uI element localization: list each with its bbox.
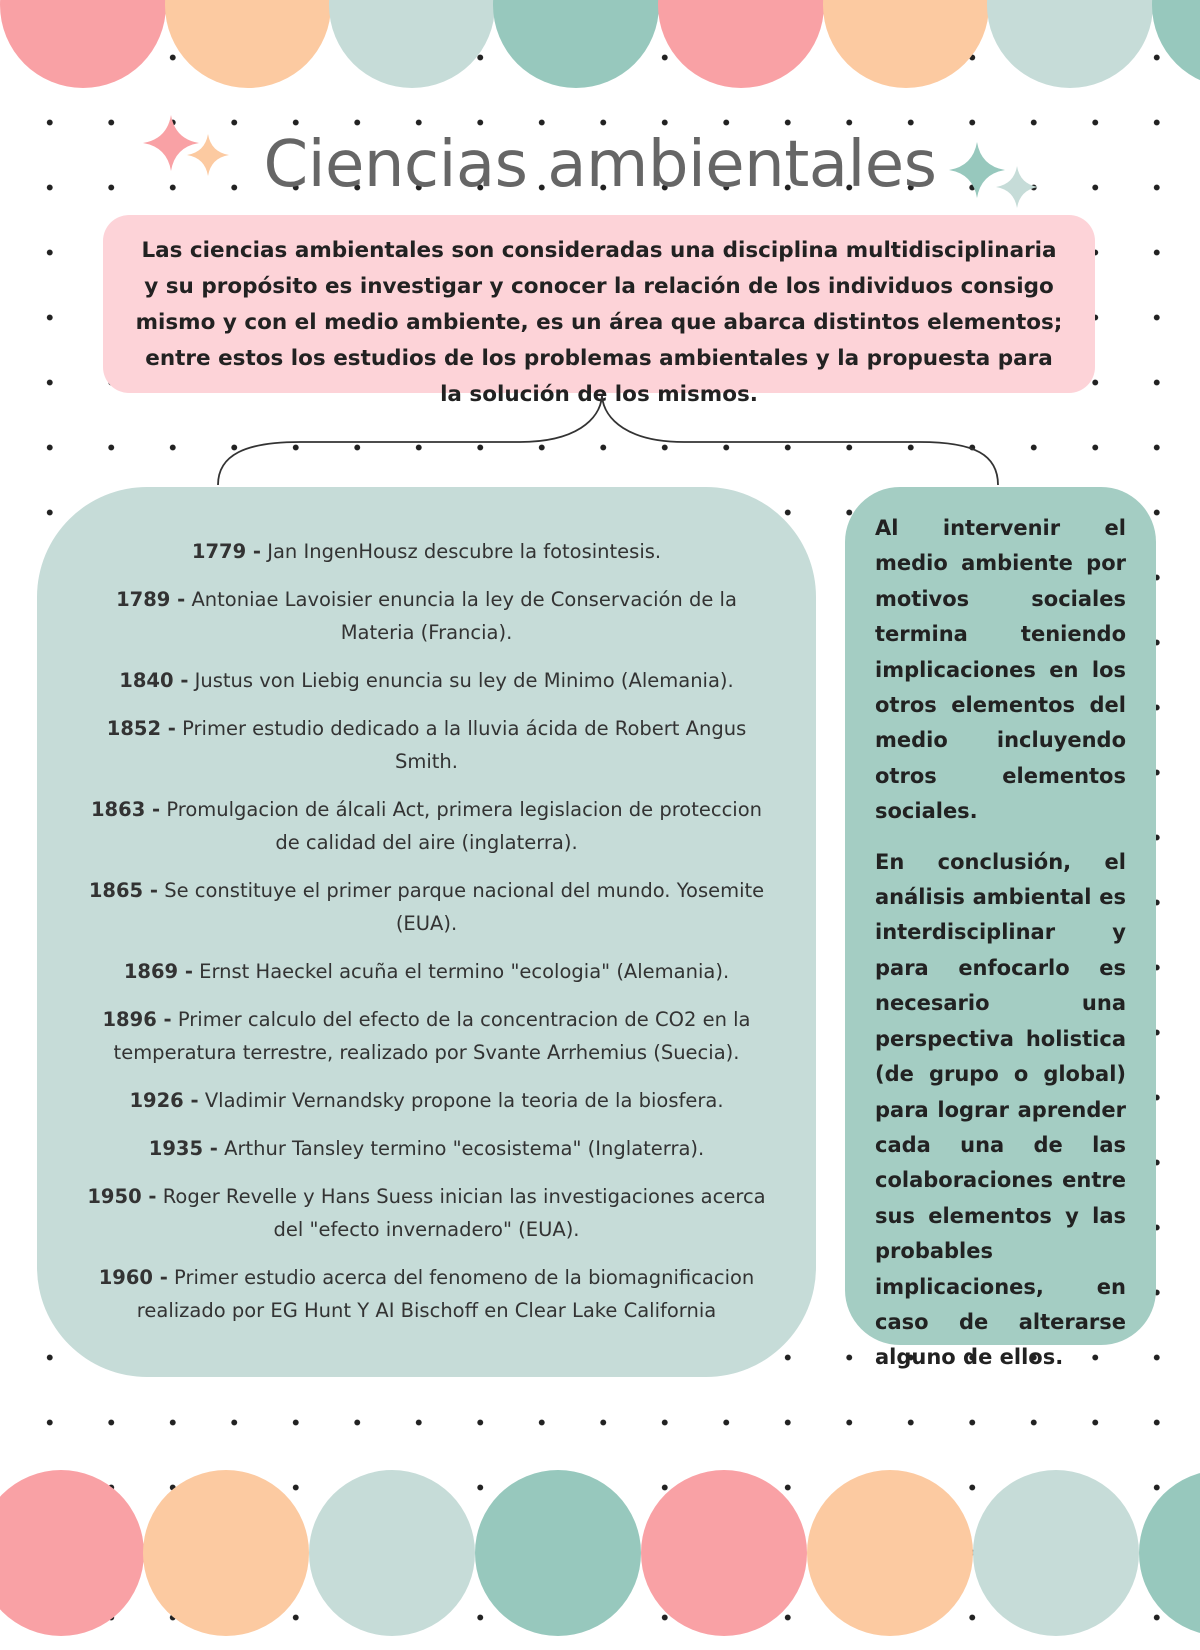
deco-circle [658, 0, 824, 88]
timeline-entry [87, 712, 766, 778]
deco-circle [309, 1470, 475, 1636]
timeline-text: Arthur Tansley termino "ecosistema" (Inglaterra). [224, 1137, 705, 1160]
timeline-entry [87, 955, 766, 988]
timeline-entry [87, 1003, 766, 1069]
timeline-year: 1865 - [88, 879, 158, 902]
timeline-text: Promulgacion de álcali Act, primera legislacion de proteccion de calidad del aire (inglaterra). [166, 798, 763, 854]
deco-circle [987, 0, 1153, 88]
bottom-circle-border [0, 1470, 1200, 1650]
timeline-text: Vladimir Vernandsky propone la teoria de la biosfera. [204, 1089, 724, 1112]
deco-circle [165, 0, 331, 88]
timeline-entry [87, 874, 766, 940]
deco-circle [329, 0, 495, 88]
deco-circle [143, 1470, 309, 1636]
timeline-entry [87, 535, 766, 568]
page-title: Ciencias ambientales [263, 128, 937, 202]
conclusion-box [845, 487, 1156, 1370]
deco-circle [493, 0, 659, 88]
intro-box [103, 215, 1095, 407]
timeline-entry [87, 1132, 766, 1165]
timeline-entry [87, 1084, 766, 1117]
deco-circle [823, 0, 989, 88]
timeline-year: 1840 - [119, 669, 189, 692]
timeline-year: 1935 - [148, 1137, 218, 1160]
timeline-year: 1863 - [90, 798, 161, 821]
timeline-text: Primer estudio acerca del fenomeno de la biomagnificacion realizado por EG Hunt Y AI Bischoff en Clear Lake California [136, 1266, 755, 1322]
timeline-entry [87, 793, 766, 859]
timeline-text: Se constituye el primer parque nacional del mundo. Yosemite (EUA). [164, 879, 765, 935]
timeline-text: Primer estudio dedicado a la lluvia ácida de Robert Angus Smith. [182, 717, 747, 773]
timeline-box [37, 487, 816, 1377]
timeline-year: 1869 - [123, 960, 193, 983]
timeline-year: 1852 - [106, 717, 176, 740]
timeline-text: Antoniae Lavoisier enuncia la ley de Conservación de la Materia (Francia). [191, 588, 737, 644]
timeline-year: 1789 - [116, 588, 186, 611]
timeline-entry [87, 583, 766, 649]
timeline-entry [87, 1261, 766, 1327]
brace-connector [0, 390, 1200, 490]
timeline-entry [87, 664, 766, 697]
deco-circle [475, 1470, 641, 1636]
deco-circle [1152, 0, 1200, 88]
intro-text: Las ciencias ambientales son consideradas una disciplina multidisciplinaria y su propósito es investigar y conocer la relación de los individuos consigo mismo y con el medio ambiente, es un área que abarca distintos elementos; entre estos los estudios de los problemas ambientales y la propuesta para la solución de los mismos. [135, 238, 1063, 407]
timeline-text: Jan IngenHousz descubre la fotosintesis. [267, 540, 662, 563]
timeline-year: 1896 - [102, 1008, 172, 1031]
timeline-year: 1779 - [191, 540, 262, 563]
timeline-year: 1950 - [87, 1185, 157, 1208]
side-paragraph-1: Al intervenir el medio ambiente por motivos sociales termina teniendo implicaciones en los otros elementos del medio incluyendo otros elementos sociales. [875, 516, 1126, 824]
timeline-list [87, 535, 766, 1327]
side-paragraph-2: En conclusión, el análisis ambiental es interdisciplinar y para enfocarlo es necesario una perspectiva holistica (de grupo o global) para lograr aprender cada una de las colaboraciones entre sus elementos y las probables implicaciones, en caso de alterarse alguno de ellos. [875, 849, 1126, 1370]
timeline-text: Ernst Haeckel acuña el termino "ecologia" (Alemania). [199, 960, 730, 983]
deco-circle [641, 1470, 807, 1636]
timeline-text: Primer calculo del efecto de la concentracion de CO2 en la temperatura terrestre, realizado por Svante Arrhemius (Suecia). [113, 1008, 751, 1064]
deco-circle [1139, 1470, 1200, 1636]
timeline-text: Roger Revelle y Hans Suess inician las investigaciones acerca del "efecto invernadero" (EUA). [162, 1185, 766, 1241]
timeline-year: 1960 - [98, 1266, 168, 1289]
deco-circle [0, 0, 166, 88]
deco-circle [0, 1470, 144, 1636]
timeline-year: 1926 - [129, 1089, 199, 1112]
deco-circle [973, 1470, 1139, 1636]
timeline-entry [87, 1180, 766, 1246]
deco-circle [807, 1470, 973, 1636]
timeline-text: Justus von Liebig enuncia su ley de Minimo (Alemania). [194, 669, 734, 692]
